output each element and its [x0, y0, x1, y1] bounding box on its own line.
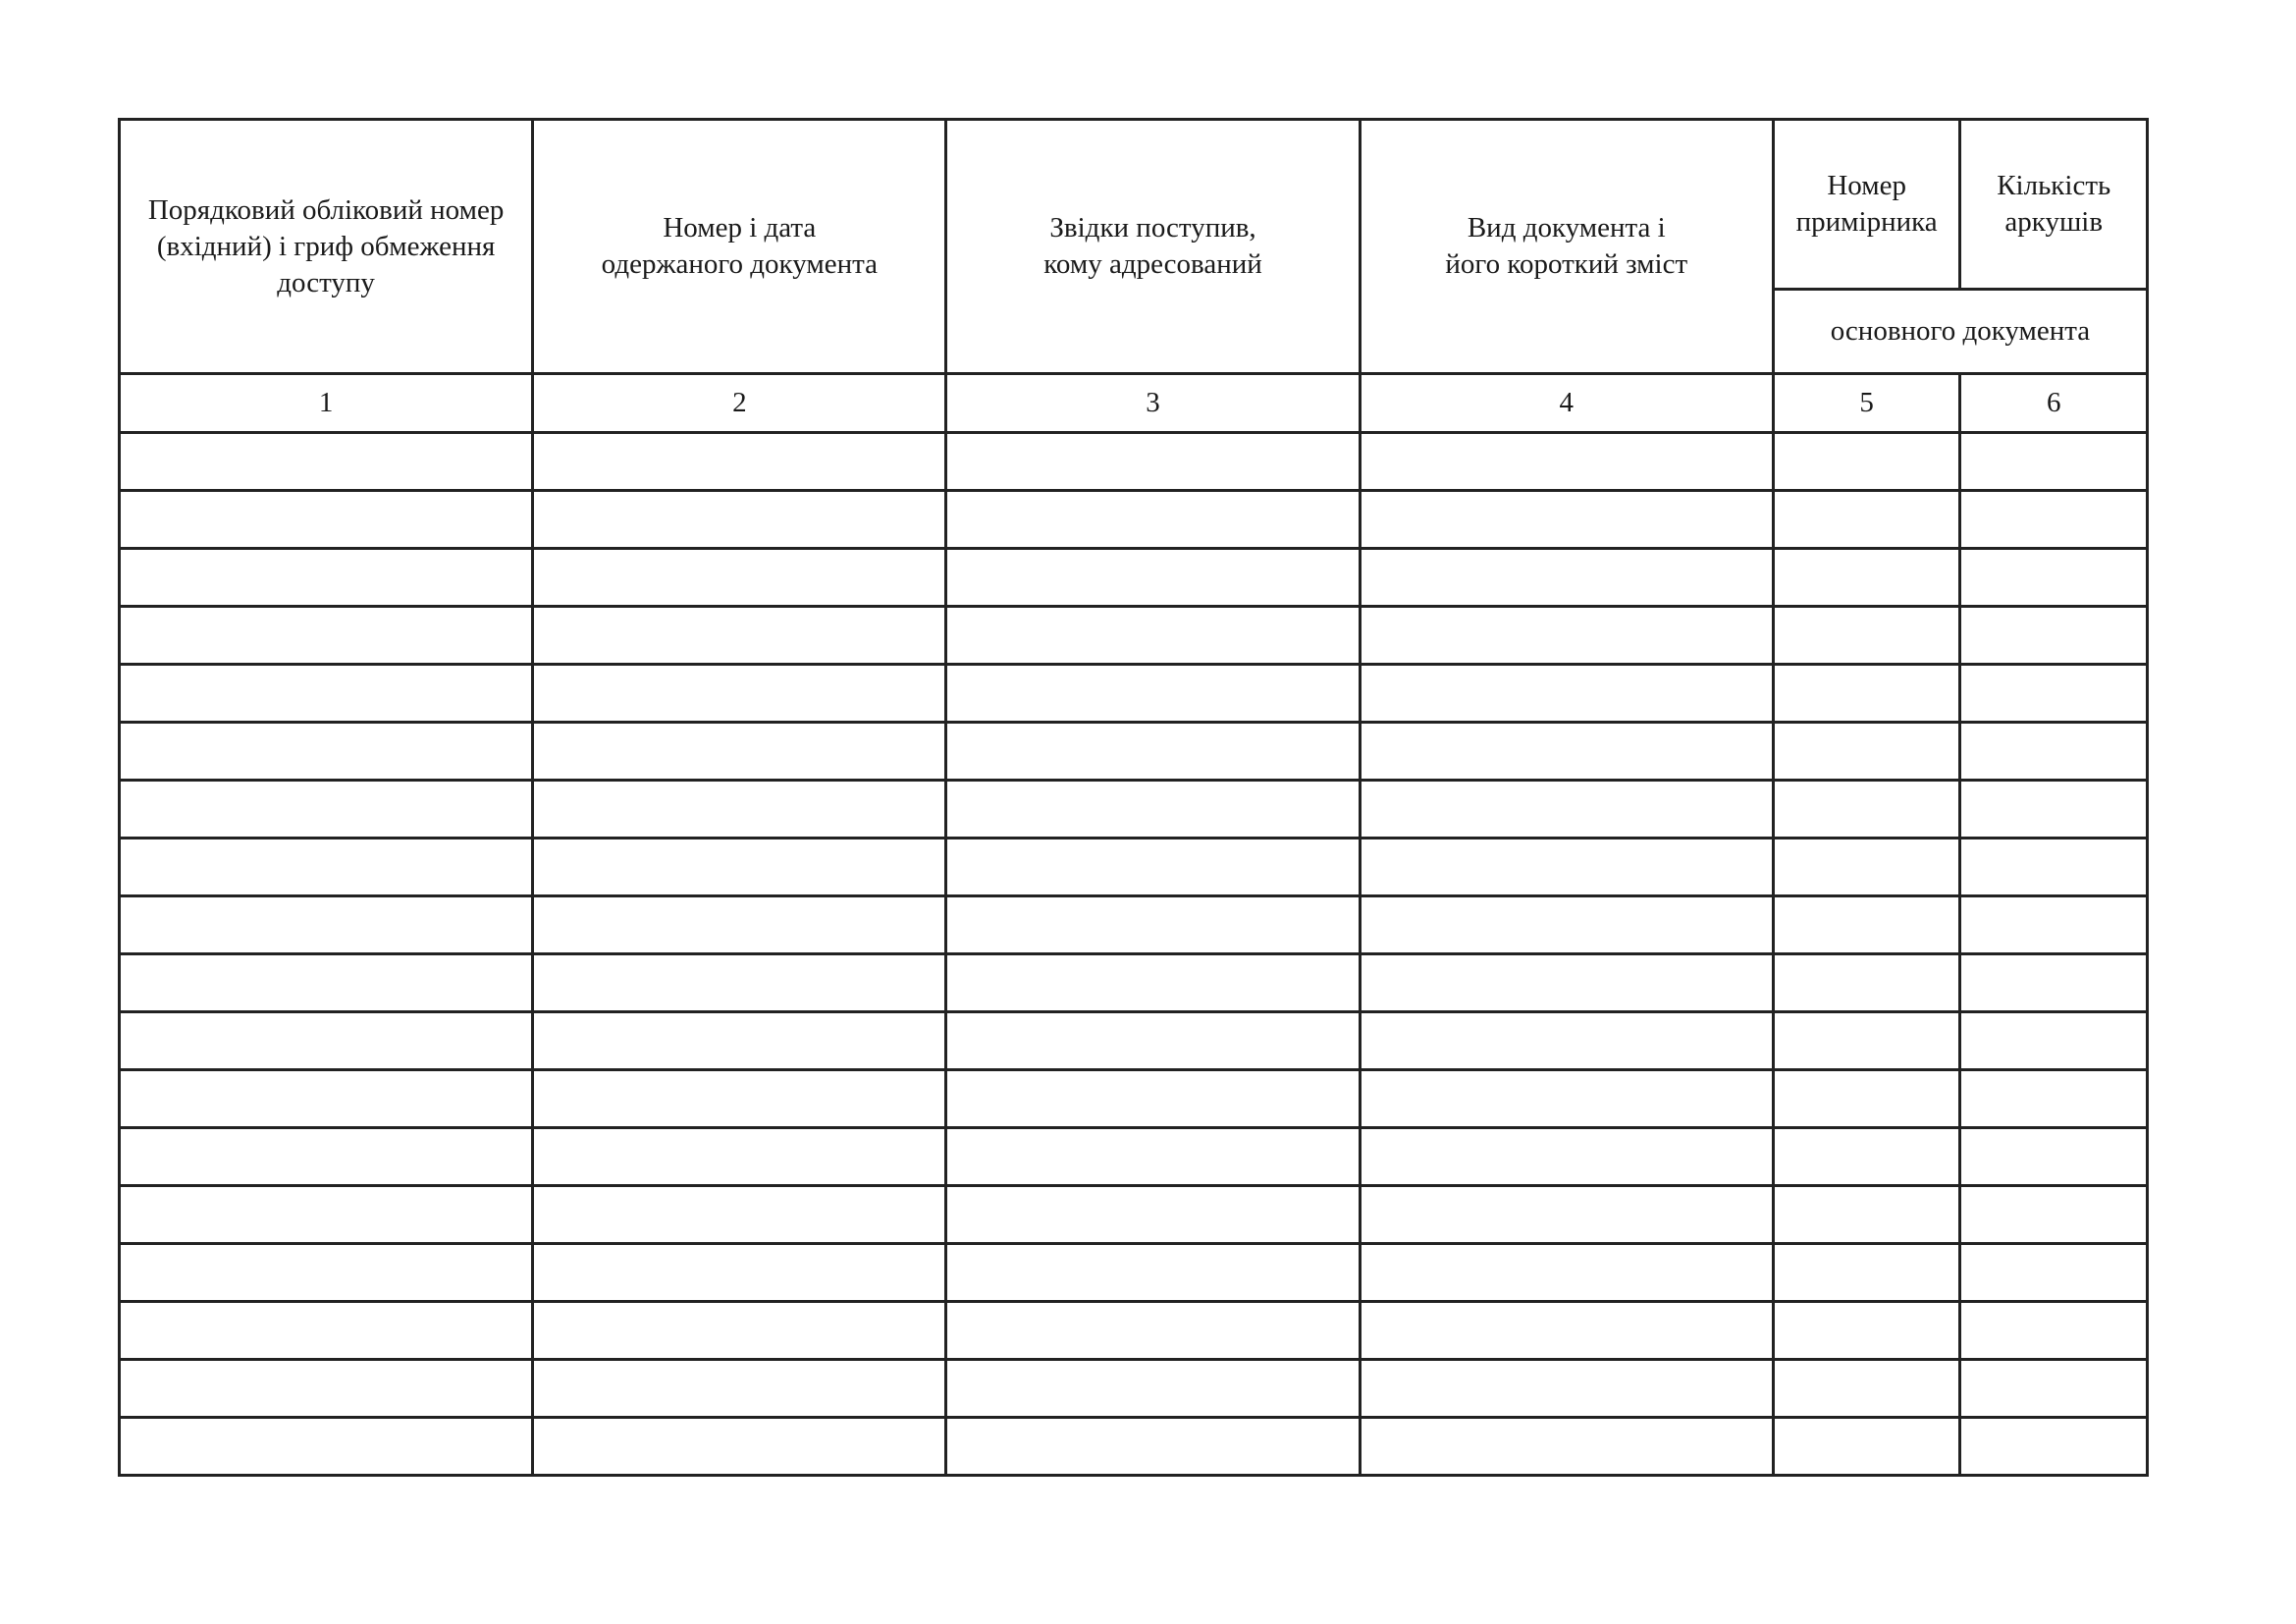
table-cell — [1773, 549, 1960, 607]
table-row — [120, 1360, 2148, 1418]
header-cell-document-type — [1360, 120, 1773, 374]
column-number: 1 — [120, 374, 533, 433]
header-label-main-document: основного документа — [1830, 315, 2091, 347]
table-cell — [1960, 954, 2148, 1012]
table-cell — [1773, 1244, 1960, 1302]
table-cell — [120, 607, 533, 665]
table-cell — [1960, 549, 2148, 607]
table-cell — [1960, 665, 2148, 723]
table-cell — [1773, 1012, 1960, 1070]
table-cell — [1773, 1360, 1960, 1418]
table-cell — [1773, 491, 1960, 549]
table-cell — [1360, 954, 1773, 1012]
table-body — [120, 433, 2148, 1476]
table-cell — [1960, 1070, 2148, 1128]
header-label-number-date: Номер і дата одержаного документа — [601, 212, 878, 280]
table-row — [120, 433, 2148, 491]
table-cell — [1360, 781, 1773, 839]
table-cell — [120, 781, 533, 839]
table-cell — [120, 549, 533, 607]
table-cell — [120, 1360, 533, 1418]
header-cell-copy-number — [1773, 120, 1960, 290]
table-cell — [533, 1302, 946, 1360]
table-cell — [1773, 896, 1960, 954]
table-cell — [1360, 896, 1773, 954]
column-number: 2 — [533, 374, 946, 433]
header-label-sheet-count: Кількість аркушів — [1997, 170, 2111, 238]
table-cell — [120, 1186, 533, 1244]
table-cell — [1360, 433, 1773, 491]
table-cell — [1960, 607, 2148, 665]
table-cell — [946, 1244, 1360, 1302]
table-cell — [946, 665, 1360, 723]
table-cell — [533, 723, 946, 781]
table-cell — [533, 549, 946, 607]
table-cell — [533, 1012, 946, 1070]
table-cell — [1773, 433, 1960, 491]
table-cell — [120, 433, 533, 491]
table-row — [120, 1128, 2148, 1186]
table-cell — [1360, 1418, 1773, 1476]
table-cell — [533, 491, 946, 549]
table-cell — [1360, 1360, 1773, 1418]
table-cell — [1960, 1128, 2148, 1186]
header-row — [120, 120, 2148, 290]
table-cell — [1773, 1128, 1960, 1186]
table-cell — [1360, 1012, 1773, 1070]
table-cell — [120, 723, 533, 781]
table-cell — [120, 1302, 533, 1360]
table-cell — [1773, 839, 1960, 896]
table-row — [120, 723, 2148, 781]
table-cell — [946, 549, 1360, 607]
table-row — [120, 549, 2148, 607]
table-cell — [1773, 665, 1960, 723]
table-row — [120, 1070, 2148, 1128]
table-cell — [1960, 1360, 2148, 1418]
table-cell — [1960, 839, 2148, 896]
column-number: 4 — [1360, 374, 1773, 433]
table-cell — [1773, 1418, 1960, 1476]
table-cell — [1773, 1070, 1960, 1128]
table-cell — [1960, 1418, 2148, 1476]
table-cell — [120, 896, 533, 954]
header-label-document-type: Вид документа і його короткий зміст — [1445, 212, 1688, 280]
table-cell — [946, 723, 1360, 781]
table-cell — [533, 954, 946, 1012]
table-cell — [946, 1012, 1360, 1070]
table-cell — [946, 954, 1360, 1012]
table-cell — [1360, 723, 1773, 781]
table-cell — [1360, 1244, 1773, 1302]
table-cell — [533, 1418, 946, 1476]
table-cell — [120, 1070, 533, 1128]
table-cell — [1960, 723, 2148, 781]
table-row — [120, 665, 2148, 723]
table-cell — [946, 1186, 1360, 1244]
table-cell — [120, 839, 533, 896]
table-row — [120, 1244, 2148, 1302]
table-row — [120, 607, 2148, 665]
table-cell — [1960, 781, 2148, 839]
table-row — [120, 781, 2148, 839]
table-cell — [1360, 1070, 1773, 1128]
table-cell — [946, 1128, 1360, 1186]
table-cell — [533, 1244, 946, 1302]
table-cell — [1773, 781, 1960, 839]
header-cell-number-date — [533, 120, 946, 374]
table-cell — [120, 491, 533, 549]
table-cell — [120, 665, 533, 723]
table-cell — [1960, 896, 2148, 954]
table-cell — [120, 954, 533, 1012]
table-cell — [1360, 607, 1773, 665]
table-cell — [946, 1070, 1360, 1128]
table-cell — [946, 491, 1360, 549]
column-number: 3 — [946, 374, 1360, 433]
header-label-record-number: Порядковий обліковий номер (вхідний) і гриф обмеження доступу — [147, 193, 505, 298]
table-row — [120, 1302, 2148, 1360]
table-cell — [1360, 491, 1773, 549]
table-cell — [533, 839, 946, 896]
table-cell — [946, 1302, 1360, 1360]
table-cell — [946, 1360, 1360, 1418]
table-cell — [1360, 549, 1773, 607]
table-cell — [533, 665, 946, 723]
table-row — [120, 1012, 2148, 1070]
table-cell — [1960, 1012, 2148, 1070]
header-label-copy-number: Номер примірника — [1795, 170, 1938, 238]
header-label-source-addressee: Звідки поступив, кому адресований — [1043, 212, 1262, 280]
table-row — [120, 896, 2148, 954]
table-cell — [120, 1244, 533, 1302]
table-cell — [1773, 954, 1960, 1012]
table-cell — [120, 1012, 533, 1070]
table-cell — [1773, 1302, 1960, 1360]
table-cell — [1960, 433, 2148, 491]
table-cell — [533, 781, 946, 839]
column-number: 6 — [1960, 374, 2148, 433]
header-cell-record-number — [120, 120, 533, 374]
column-number: 5 — [1773, 374, 1960, 433]
table-cell — [946, 896, 1360, 954]
column-number-row — [120, 374, 2148, 433]
header-cell-main-document — [1773, 290, 2147, 374]
table-cell — [533, 1360, 946, 1418]
table-cell — [1773, 723, 1960, 781]
table-cell — [1360, 839, 1773, 896]
table-cell — [1960, 491, 2148, 549]
table-cell — [946, 839, 1360, 896]
registration-table — [118, 118, 2149, 1477]
table-row — [120, 839, 2148, 896]
table-cell — [1360, 1302, 1773, 1360]
table-cell — [120, 1418, 533, 1476]
header-cell-sheet-count — [1960, 120, 2148, 290]
table-cell — [1960, 1302, 2148, 1360]
table-cell — [1960, 1186, 2148, 1244]
table-cell — [1773, 1186, 1960, 1244]
table-row — [120, 491, 2148, 549]
table-cell — [533, 433, 946, 491]
table-row — [120, 954, 2148, 1012]
table-cell — [946, 1418, 1360, 1476]
table-row — [120, 1186, 2148, 1244]
table-row — [120, 1418, 2148, 1476]
table-cell — [533, 1128, 946, 1186]
table-cell — [946, 781, 1360, 839]
table-cell — [1960, 1244, 2148, 1302]
table-cell — [1773, 607, 1960, 665]
table-cell — [1360, 1186, 1773, 1244]
table-cell — [533, 607, 946, 665]
header-cell-source-addressee — [946, 120, 1360, 374]
table-cell — [533, 1186, 946, 1244]
table-cell — [533, 896, 946, 954]
table-cell — [946, 607, 1360, 665]
table-cell — [120, 1128, 533, 1186]
table-cell — [946, 433, 1360, 491]
table-cell — [1360, 665, 1773, 723]
table-cell — [1360, 1128, 1773, 1186]
table-cell — [533, 1070, 946, 1128]
